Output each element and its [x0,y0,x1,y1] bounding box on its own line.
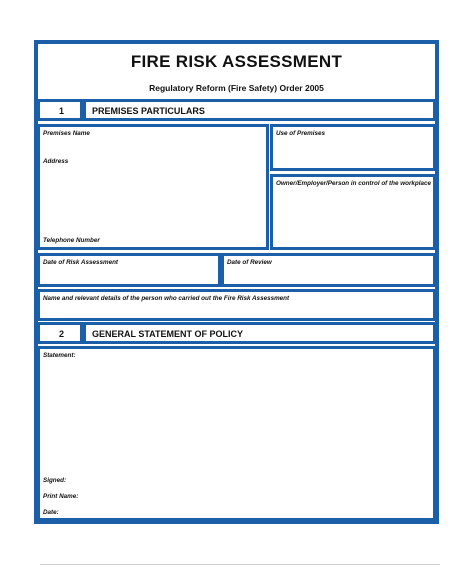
assessor-label: Name and relevant details of the person who carried out the Fire Risk Assessment [43,295,290,302]
section1-title: PREMISES PARTICULARS [92,106,205,116]
section1-number: 1 [59,106,65,116]
print-name-label: Print Name: [43,493,79,500]
page-divider [40,564,440,565]
form-subtitle: Regulatory Reform (Fire Safety) Order 2005 [149,83,324,93]
section2-number-cell [37,322,83,344]
section2-title: GENERAL STATEMENT OF POLICY [92,329,244,339]
section2-title-cell [83,322,436,344]
policy-statement-field[interactable] [37,346,436,521]
section1-title-cell [83,99,436,121]
use-of-premises-label: Use of Premises [276,130,326,137]
date-of-review-label: Date of Review [227,259,272,266]
owner-field[interactable] [270,174,436,250]
section1-number-cell [37,99,83,121]
date-of-review-field[interactable] [221,253,436,287]
telephone-label: Telephone Number [43,237,100,244]
use-of-premises-field[interactable] [270,124,436,171]
premises-details-field[interactable] [37,124,269,250]
statement-label: Statement: [43,352,76,359]
date-label: Date: [43,509,59,516]
premises-name-label: Premises Name [43,130,90,137]
date-of-assessment-label: Date of Risk Assessment [43,259,119,266]
assessor-details-field[interactable] [37,289,436,321]
address-label: Address [43,158,69,165]
owner-label: Owner/Employer/Person in control of the workplace [276,180,432,187]
date-of-assessment-field[interactable] [37,253,221,287]
signed-label: Signed: [43,477,67,484]
form-title: FIRE RISK ASSESSMENT [130,52,343,71]
section2-number: 2 [59,329,65,339]
